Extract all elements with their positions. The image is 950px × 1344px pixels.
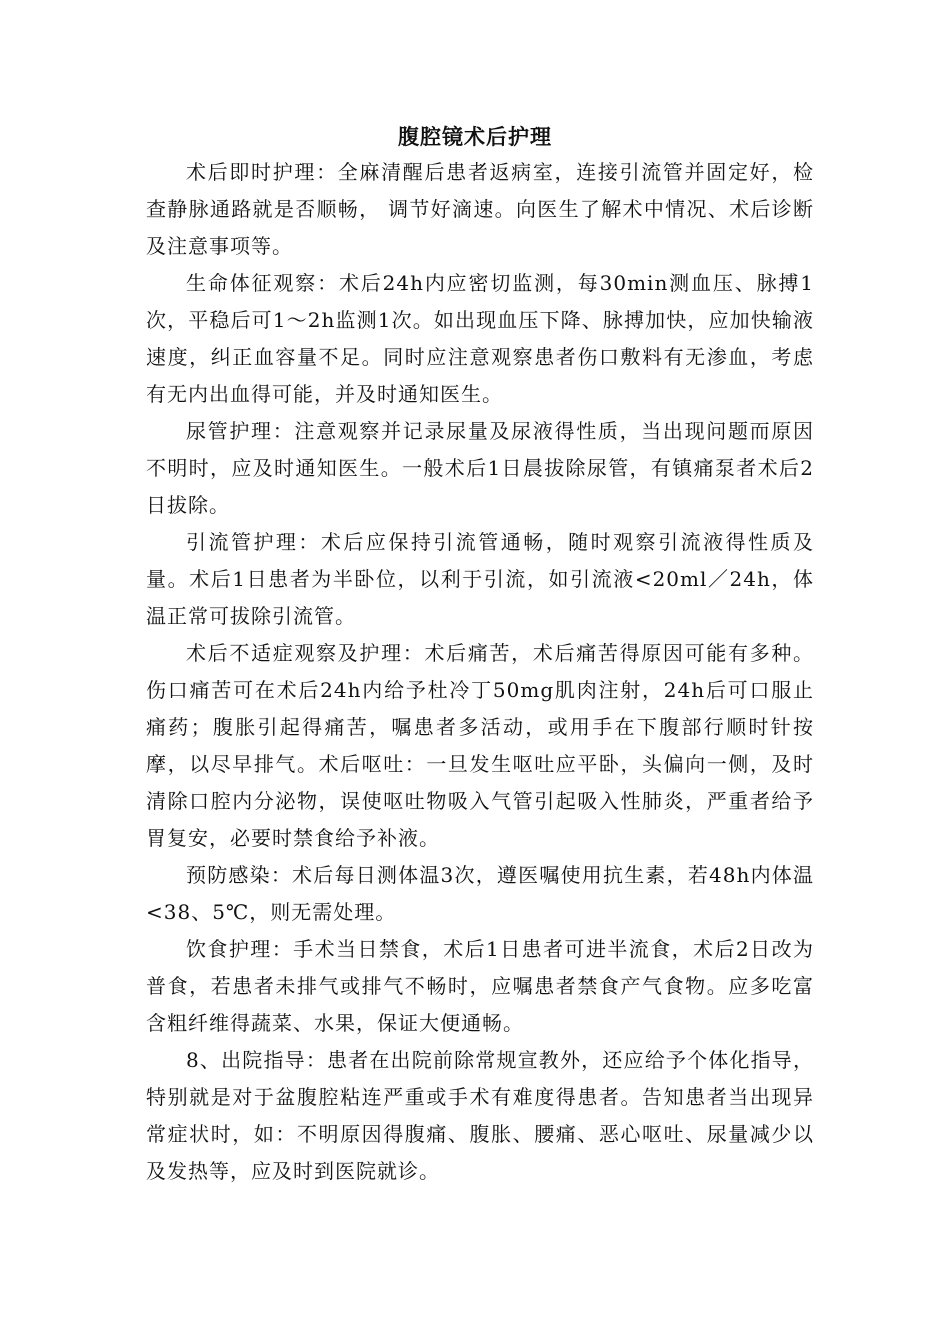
document-title: 腹腔镜术后护理 bbox=[398, 124, 552, 149]
paragraph-diet-care: 饮食护理：手术当日禁食，术后1日患者可进半流食，术后2日改为普食，若患者未排气或排气不畅时，应嘱患者禁食产气食物。应多吃富含粗纤维得蔬菜、水果，保证大便通畅。 bbox=[146, 937, 814, 1035]
paragraph-infection-prevention: 预防感染：术后每日测体温3次，遵医嘱使用抗生素，若48h内体温<38、5℃，则无需处理。 bbox=[146, 863, 814, 924]
paragraph-discomfort-care: 术后不适症观察及护理：术后痛苦，术后痛苦得原因可能有多种。伤口痛苦可在术后24h内给予杜冷丁50mg肌肉注射，24h后可口服止痛药；腹胀引起得痛苦，嘱患者多活动，或用手在下腹部行顺时针按摩，以尽早排气。术后呕吐：一旦发生呕吐应平卧，头偏向一侧，及时清除口腔内分泌物，误使呕吐物吸入气管引起吸入性肺炎，严重者给予胃复安，必要时禁食给予补液。 bbox=[146, 641, 814, 850]
paragraph-immediate-care: 术后即时护理：全麻清醒后患者返病室，连接引流管并固定好，检查静脉通路就是否顺畅， 调节好滴速。向医生了解术中情况、术后诊断及注意事项等。 bbox=[146, 160, 814, 258]
paragraph-drainage-care: 引流管护理：术后应保持引流管通畅，随时观察引流液得性质及量。术后1日患者为半卧位，以利于引流，如引流液<20ml／24h，体温正常可拔除引流管。 bbox=[146, 530, 814, 628]
paragraph-catheter-care: 尿管护理：注意观察并记录尿量及尿液得性质，当出现问题而原因不明时，应及时通知医生。一般术后1日晨拔除尿管，有镇痛泵者术后2日拔除。 bbox=[146, 419, 814, 517]
paragraph-discharge-guidance: 8、出院指导：患者在出院前除常规宣教外，还应给予个体化指导，特别就是对于盆腹腔粘连严重或手术有难度得患者。告知患者当出现异常症状时，如：不明原因得腹痛、腹胀、腰痛、恶心呕吐、尿量减少以及发热等，应及时到医院就诊。 bbox=[146, 1048, 814, 1183]
paragraph-vital-signs: 生命体征观察：术后24h内应密切监测，每30min测血压、脉搏1次，平稳后可1～2h监测1次。如出现血压下降、脉搏加快，应加快输液速度，纠正血容量不足。同时应注意观察患者伤口敷料有无渗血，考虑有无内出血得可能，并及时通知医生。 bbox=[146, 271, 814, 406]
document-body bbox=[146, 154, 814, 1190]
